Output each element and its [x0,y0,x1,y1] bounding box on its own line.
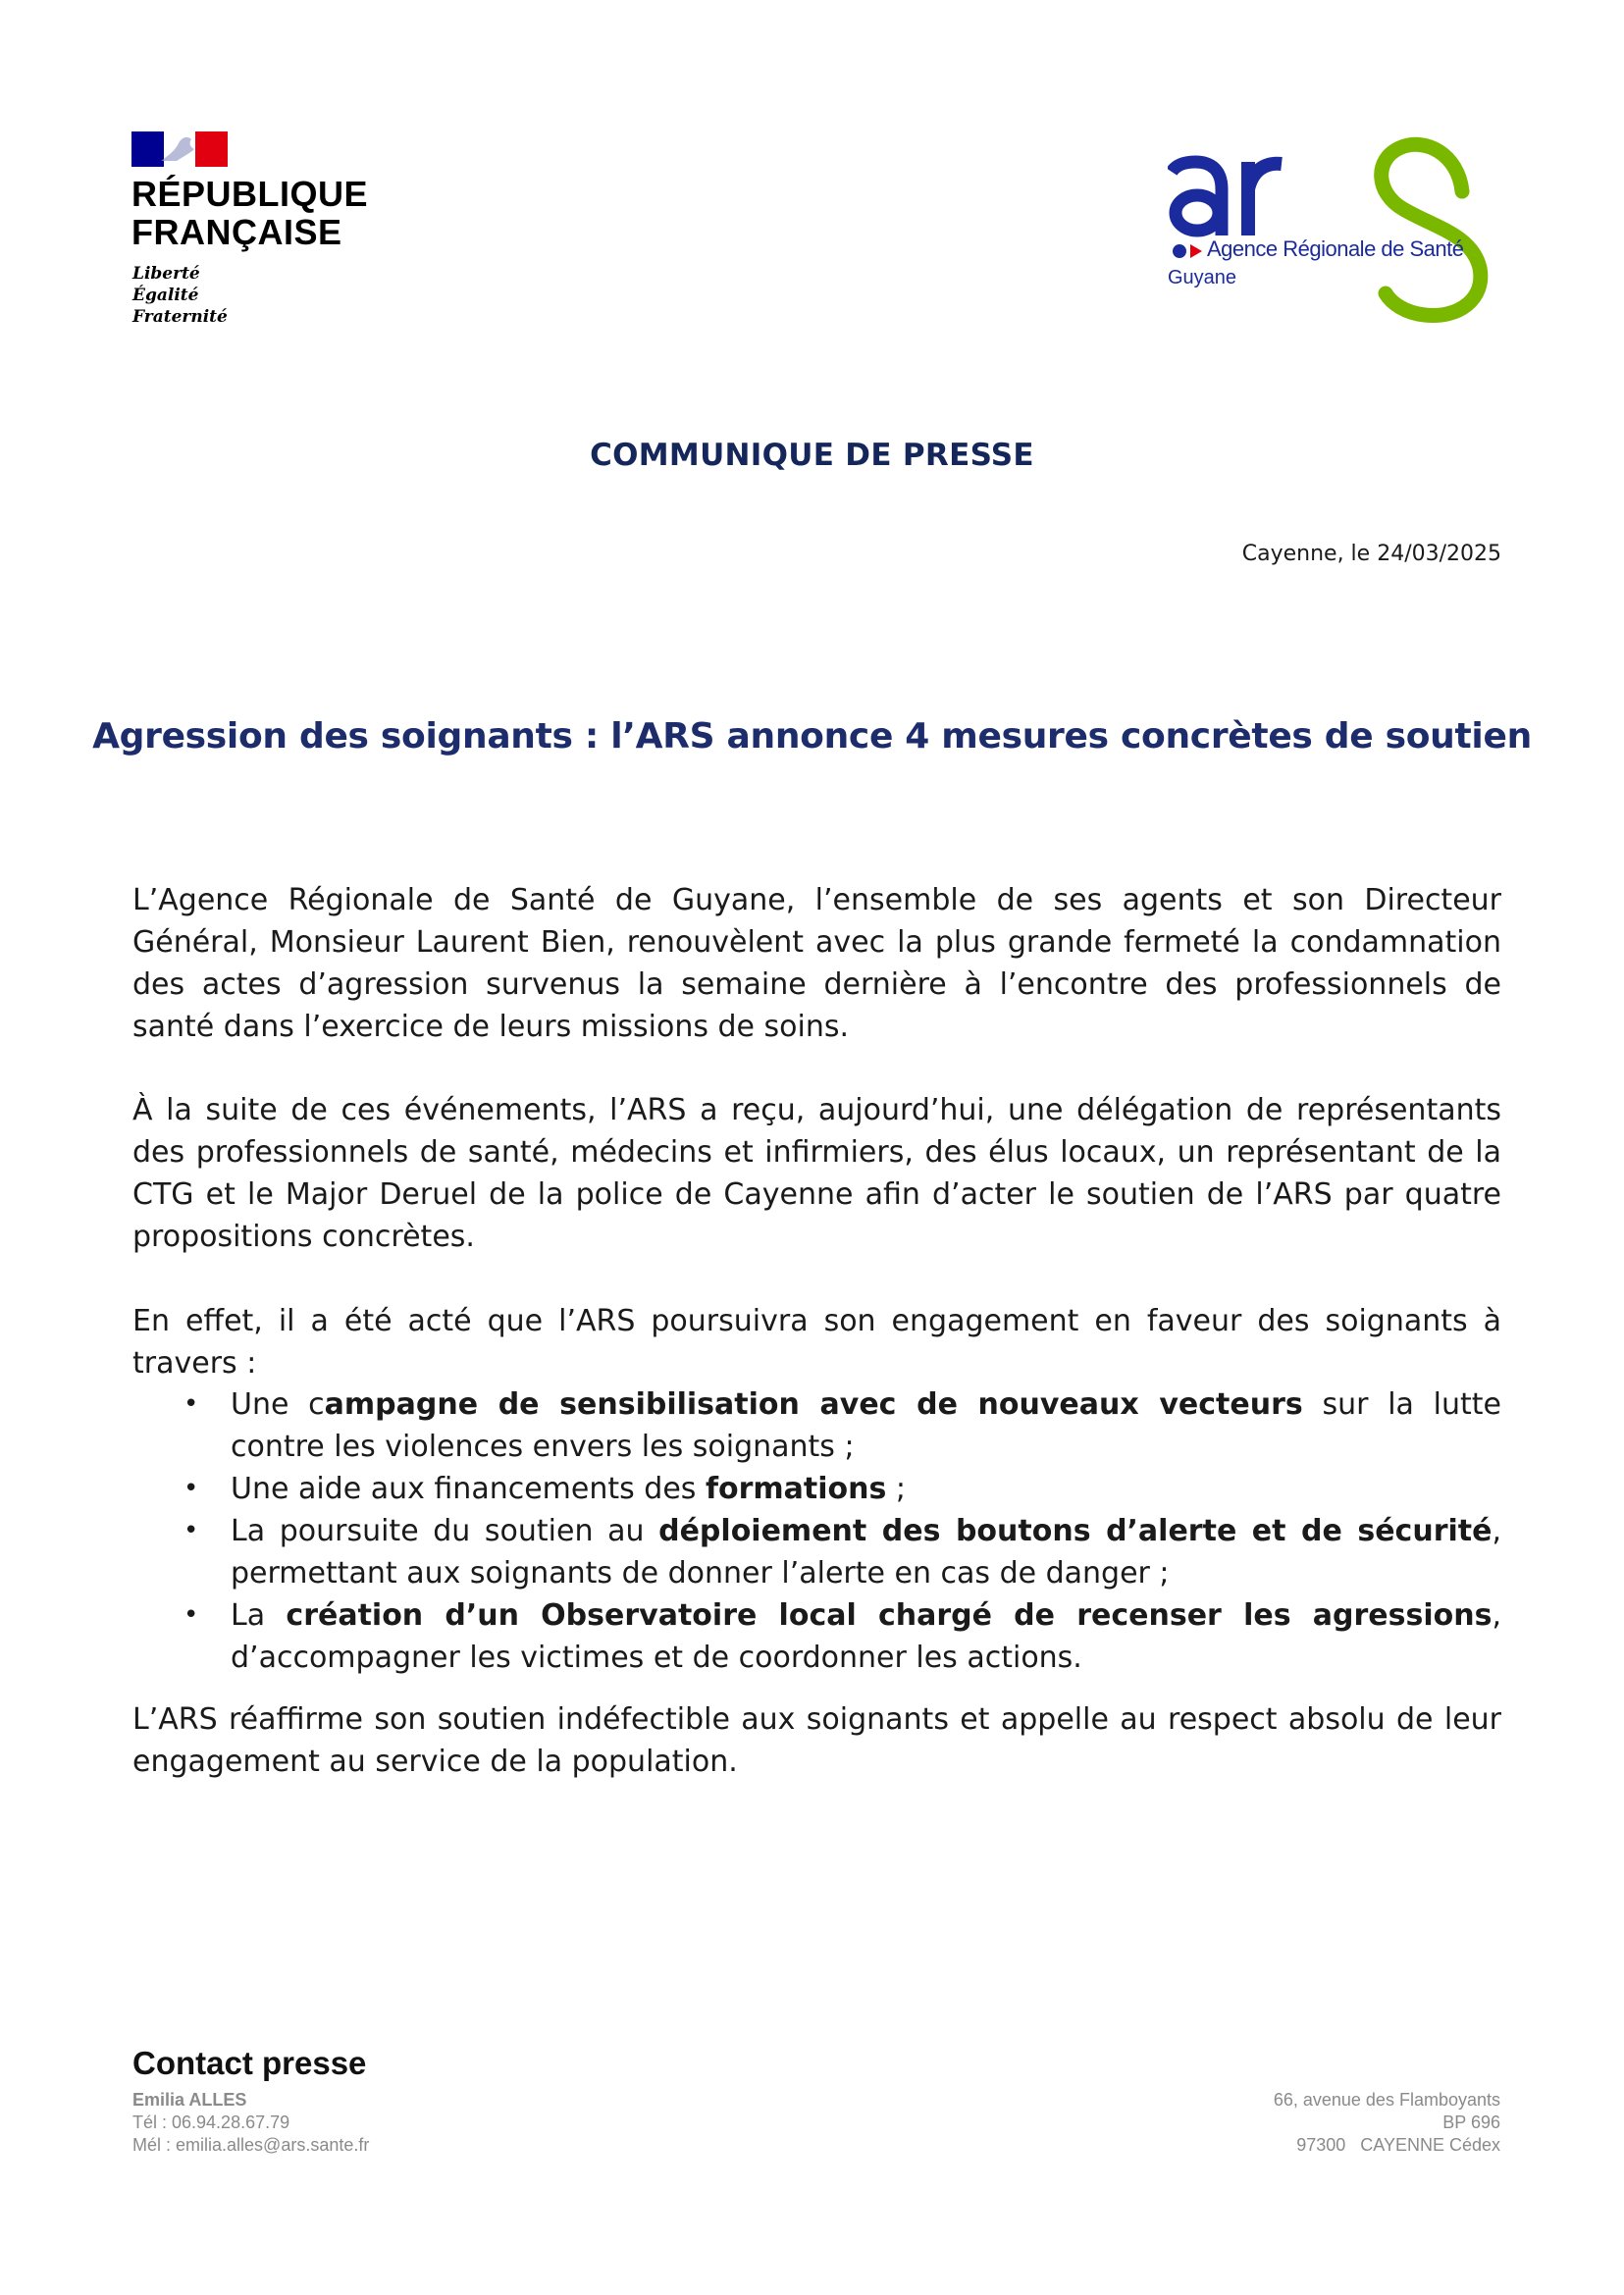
republique-francaise-logo [131,131,367,338]
rf-line-2: FRANÇAISE [131,212,342,252]
body-paragraph-1: L’Agence Régionale de Santé de Guyane, l’ensemble de ses agents et son Directeur Général, Monsieur Laurent Bien, renouvèlent avec la plus grande fermeté la condamnation des actes d’agression survenus la semaine dernière à l’encontre des professionnels de santé dans l’exercice de leurs missions de soins. [132,883,1501,1044]
body-paragraph-3: En effet, il a été acté que l’ARS poursuivra son engagement en faveur des soignants à travers : [132,1304,1501,1381]
rf-motto-1: Liberté [132,264,200,284]
body-paragraph-2: À la suite de ces événements, l’ARS a reçu, aujourd’hui, une délégation de représentants des professionnels de santé, médecins et infirmiers, des élus locaux, un représentant de la CTG et le Major Deruel de la police de Cayenne afin d’acter le soutien de l’ARS par quatre propositions concrètes. [132,1093,1501,1254]
address-line-1: 66, avenue des Flamboyants [1273,2090,1500,2110]
contact-heading: Contact presse [132,2045,367,2081]
ars-guyane-logo [1168,132,1492,329]
document-type: COMMUNIQUE DE PRESSE [590,438,1034,473]
address-line-2: BP 696 [1442,2112,1500,2132]
list-item: • La création d’un Observatoire local chargé de recenser les agressions, d’accompagner les victimes et de coordonner les actions. [132,1594,1501,1679]
bullet-icon: • [183,1600,199,1630]
list-item: • La poursuite du soutien au déploiement des boutons d’alerte et de sécurité, permettant aux soignants de donner l’alerte en cas de danger ; [132,1510,1501,1594]
body-paragraph-4: L’ARS réaffirme son soutien indéfectible aux soignants et appelle au respect absolu de leur engagement au service de la population. [132,1702,1501,1779]
ars-region-name: Guyane [1168,267,1237,288]
contact-email: Mél : emilia.alles@ars.sante.fr [132,2135,370,2155]
contact-phone: Tél : 06.94.28.67.79 [132,2112,290,2132]
list-item: • Une aide aux financements des formations ; [132,1468,1501,1510]
document-date: Cayenne, le 24/03/2025 [1241,542,1501,566]
bullet-icon: • [183,1389,199,1419]
contact-name: Emilia ALLES [132,2090,247,2110]
rf-motto-2: Égalité [132,286,199,305]
address-line-3: 97300 CAYENNE Cédex [1296,2135,1500,2155]
bullet-icon: • [183,1474,199,1503]
list-item: • Une campagne de sensibilisation avec de nouveaux vecteurs sur la lutte contre les violences envers les soignants ; [132,1383,1501,1468]
marianne-flag-icon [131,131,228,167]
document-title: Agression des soignants : l’ARS annonce 4 mesures concrètes de soutien [92,716,1532,756]
rf-motto-3: Fraternité [132,307,228,327]
bullet-icon: • [183,1516,199,1545]
ars-agency-name: Agence Régionale de Santé [1207,236,1464,261]
rf-line-1: RÉPUBLIQUE [131,174,369,214]
ars-wordmark-icon [1168,132,1492,329]
measures-list [132,1383,1501,1679]
